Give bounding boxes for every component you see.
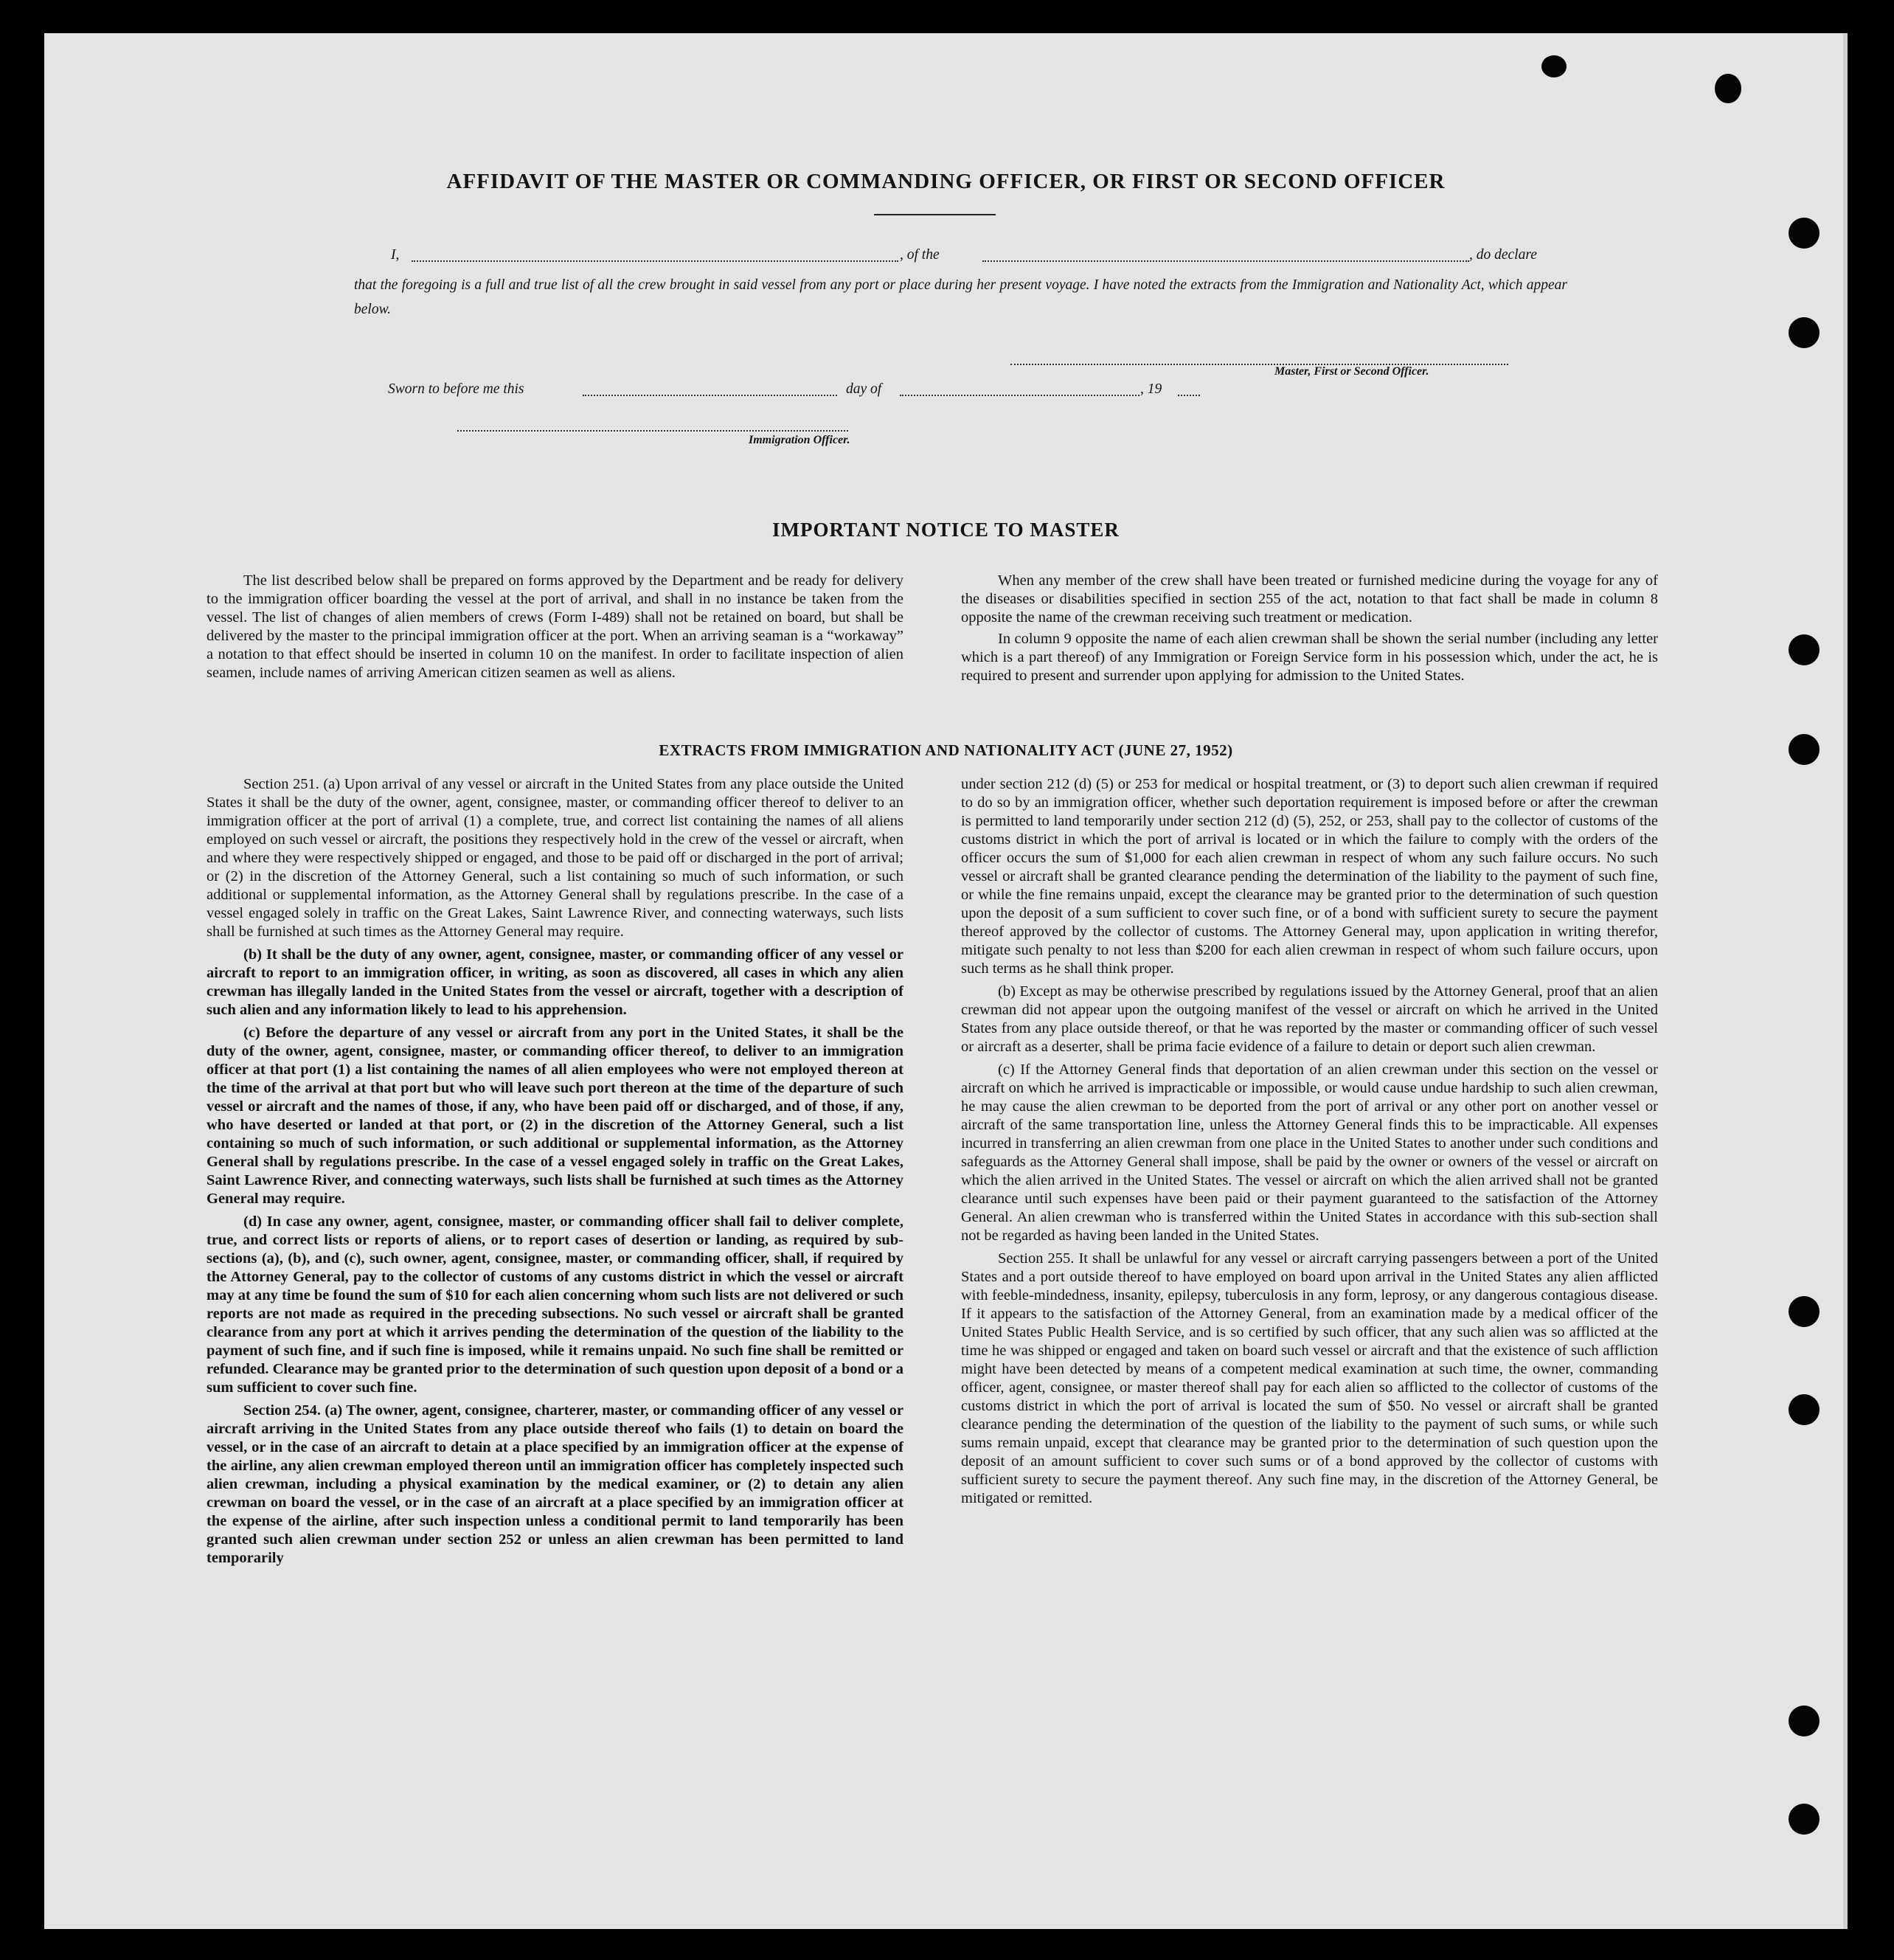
extracts-left-column <box>207 775 903 1572</box>
extracts-right-column <box>961 775 1658 1512</box>
notice-paragraph: In column 9 opposite the name of each alien crewman shall be shown the serial number (including any letter which is a part thereof) of any Immigration or Foreign Service form in his possession which, under the act, he is required to present and surrender upon applying for admission to the United States. <box>961 631 1658 684</box>
officer-caption: Immigration Officer. <box>749 434 850 446</box>
binder-hole <box>1789 634 1820 665</box>
vessel-blank[interactable] <box>982 260 1469 262</box>
master-signature-line[interactable] <box>1010 364 1508 365</box>
page-edge <box>1843 33 1848 1929</box>
sworn-day-blank[interactable] <box>583 395 837 396</box>
binder-hole <box>1789 1296 1820 1327</box>
section-254a: Section 254. (a) The owner, agent, consignee, charterer, master, or commanding officer of any vessel or aircraft arriving in the United States from any place outside thereof who fails (1) to detain on board the vessel, or in the case of an aircraft to detain at a place specified by an immigration officer at the expense of the airline, any alien crewman employed thereon until an immigration officer has completely inspected such alien crewman, including a physical examination by the medical examiner, or (2) to detain any alien crewman on board the vessel, or in the case of an aircraft at a place specified by an immigration officer at the expense of the airline, after such inspection unless a conditional permit to land temporarily has been granted such alien crewman under section 252 or unless an alien crewman has been permitted to land temporarily <box>207 1402 903 1566</box>
binder-hole <box>1789 1706 1820 1736</box>
punch-mark <box>1541 55 1567 77</box>
section-254b: (b) Except as may be otherwise prescribed by regulations issued by the Attorney General, proof that an alien crewman did not appear upon the outgoing manifest of the vessel or aircraft on which he arrived in the United States from any place outside thereof, or that he was reported by the master or commanding officer of such vessel or aircraft as a deserter, shall be prima facie evidence of a failure to detain or deport such alien crewman. <box>961 983 1658 1055</box>
sworn-year-label: , 19 <box>1140 381 1162 397</box>
extracts-heading: EXTRACTS FROM IMMIGRATION AND NATIONALITY ACT (JUNE 27, 1952) <box>659 741 1233 759</box>
title-underline <box>874 214 996 215</box>
section-254c: (c) If the Attorney General finds that deportation of an alien crewman under this section on the vessel or aircraft on which he arrived is impracticable or impossible, or would cause undue hardship to such alien crewman, he may cause the alien crewman to be deported from the port of arrival or any other port on another vessel or aircraft of the same transportation line, unless the Attorney General finds this to be impracticable. All expenses incurred in transferring an alien crewman from one place in the United States to another under such conditions and safeguards as the Attorney General shall impose, shall be paid by the owner or owners of the vessel or aircraft on which the alien arrived in the United States. The vessel or aircraft on which the alien arrived shall not be granted clearance until such expenses have been paid or their payment guaranteed to the satisfaction of the Attorney General. An alien crewman who is transferred within the United States in accordance with this sub-section shall not be regarded as having been landed in the United States. <box>961 1062 1658 1244</box>
affidavit-title: AFFIDAVIT OF THE MASTER OR COMMANDING OFFICER, OR FIRST OR SECOND OFFICER <box>446 170 1446 193</box>
notice-heading: IMPORTANT NOTICE TO MASTER <box>772 519 1120 541</box>
name-blank[interactable] <box>412 260 898 262</box>
notice-left-column <box>207 572 903 682</box>
notice-right-column <box>961 572 1658 685</box>
section-251c: (c) Before the departure of any vessel or aircraft from any port in the United States, it shall be the duty of the owner, agent, consignee, master, or commanding officer thereof, to deliver to an immigration officer at that port (1) a list containing the names of all alien employees who were not employed thereon at the time of the arrival at that port but who will leave such port thereon at the time of the departure of such vessel or aircraft and the names of those, if any, who have been paid off or discharged, and of those, if any, who have deserted or landed at that port, or (2) in the discretion of the Attorney General, such a list containing so much of such information, or such additional or supplemental information, as the Attorney General shall by regulations prescribe. In the case of a vessel engaged solely in traffic on the Great Lakes, Saint Lawrence River, and connecting waterways, such lists shall be furnished at such times as the Attorney General may require. <box>207 1025 903 1207</box>
binder-hole <box>1789 1804 1820 1835</box>
affidavit-line1-mid: , of the <box>900 247 940 263</box>
binder-hole <box>1789 218 1820 249</box>
section-254a-continued: under section 212 (d) (5) or 253 for medical or hospital treatment, or (3) to deport such alien crewman if required to do so by an immigration officer, whether such deportation requirement is imposed before or after the crewman is permitted to land temporarily under section 212 (d) (5), 252, or 253, shall pay to the collector of customs of the customs district in which the port of arrival is located or in which the failure to comply with the orders of the officer occurs the sum of $1,000 for each alien crewman in respect of whom any such failure occurs. No such vessel or aircraft shall be granted clearance pending the determination of the liability to the payment of such fine, or while the fine remains unpaid, except the clearance may be granted prior to the determination of such question upon the deposit of a sum sufficient to cover such fine, or of a bond with sufficient surety to secure the payment thereof approved by the collector of customs. The Attorney General may, upon application in writing therefor, mitigate such penalty to not less than $200 for each alien crewman in respect of whom such failure occurs, upon such terms as he shall think proper. <box>961 776 1658 977</box>
affidavit-line1-end: , do declare <box>1469 247 1537 263</box>
section-251d: (d) In case any owner, agent, consignee, master, or commanding officer shall fail to deliver complete, true, and correct lists or reports of aliens, or to report cases of desertion or landing, as required by sub-sections (a), (b), and (c), such owner, agent, consignee, master, or commanding officer, shall, if required by the Attorney General, pay to the collector of customs of any customs district in which the vessel or aircraft may at any time be found the sum of $10 for each alien concerning whom such lists are not delivered or such reports are not made as required in the preceding subsections. No such vessel or aircraft shall be granted clearance from any port at which it arrives pending the determination of the question of the liability to the payment of such fine, and if such fine is imposed, while it remains unpaid. No such fine shall be remitted or refunded. Clearance may be granted prior to the determination of such question upon deposit of a bond or a sum sufficient to cover such fine. <box>207 1213 903 1396</box>
section-251a: Section 251. (a) Upon arrival of any vessel or aircraft in the United States from any place outside the United States it shall be the duty of the owner, agent, consignee, master, or commanding officer thereof to deliver to an immigration officer at the port of arrival (1) a complete, true, and correct list containing the names of all aliens employed on such vessel or aircraft, the positions they respectively hold in the crew of the vessel or aircraft, when and where they were respectively shipped or engaged, and those to be paid off or discharged in the port of arrival; or (2) in the discretion of the Attorney General, such a list containing so much of such information, or such additional or supplemental information, as the Attorney General shall by regulations prescribe. In the case of a vessel engaged solely in traffic on the Great Lakes, Saint Lawrence River, and connecting waterways, such lists shall be furnished at such times as the Attorney General may require. <box>207 776 903 940</box>
sworn-month-blank[interactable] <box>900 395 1139 396</box>
punch-mark <box>1715 74 1741 103</box>
affidavit-declaration: that the foregoing is a full and true list of all the crew brought in said vessel from any port or place during her present voyage. I have noted the extracts from the Immigration and Nationality Act, which appear below. <box>354 277 1567 317</box>
master-caption: Master, First or Second Officer. <box>1274 365 1429 378</box>
notice-paragraph: When any member of the crew shall have been treated or furnished medicine during the voyage for any of the diseases or disabilities specified in section 255 of the act, notation to that fact shall be made in column 8 opposite the name of the crewman receiving such treatment or medication. <box>961 572 1658 626</box>
sworn-year-blank[interactable] <box>1178 395 1200 396</box>
binder-hole <box>1789 1394 1820 1425</box>
affidavit-line1-start: I, <box>391 247 400 263</box>
sworn-day-label: day of <box>846 381 882 397</box>
document-page <box>44 33 1848 1929</box>
notice-paragraph: The list described below shall be prepared on forms approved by the Department and be ready for delivery to the immigration officer boarding the vessel at the port of arrival, and shall in no instance be taken from the vessel. The list of changes of alien members of crews (Form I-489) shall not be retained on board, but shall be delivered by the master to the principal immigration officer at the port. When an arriving seaman is a “workaway” a notation to that effect should be inserted in column 10 on the manifest. In order to facilitate inspection of alien seamen, include names of arriving American citizen seamen as well as aliens. <box>207 572 903 681</box>
binder-hole <box>1789 317 1820 348</box>
section-251b: (b) It shall be the duty of any owner, agent, consignee, master, or commanding officer of any vessel or aircraft to report to an immigration officer, in writing, as soon as discovered, all cases in which any alien crewman has illegally landed in the United States from the vessel or aircraft, together with a description of such alien and any information likely to lead to his apprehension. <box>207 946 903 1018</box>
sworn-start: Sworn to before me this <box>388 381 524 397</box>
section-255: Section 255. It shall be unlawful for any vessel or aircraft carrying passengers between a port of the United States and a port outside thereof to have employed on board upon arrival in the United States any alien afflicted with feeble-mindedness, insanity, epilepsy, tuberculosis in any form, leprosy, or any dangerous contagious disease. If it appears to the satisfaction of the Attorney General, from an examination made by a medical officer of the United States Public Health Service, and is so certified by such officer, that any such alien was so afflicted at the time he was shipped or engaged and taken on board such vessel or aircraft and that the existence of such affliction might have been detected by means of a competent medical examination at such time, the owner, commanding officer, agent, consignee, or master thereof shall pay for each alien so afflicted to the collector of customs of the customs district in which the port of arrival is located the sum of $50. No vessel or aircraft shall be granted clearance pending the determination of the question of the liability to the payment of such sums, or while such sums remain unpaid, except that clearance may be granted prior to the determination of such question upon the deposit of an amount sufficient to cover such sums or of a bond approved by the collector of customs with sufficient surety to secure the payment thereof. Any such fine may, in the discretion of the Attorney General, be mitigated or remitted. <box>961 1250 1658 1506</box>
officer-signature-line[interactable] <box>457 430 848 432</box>
